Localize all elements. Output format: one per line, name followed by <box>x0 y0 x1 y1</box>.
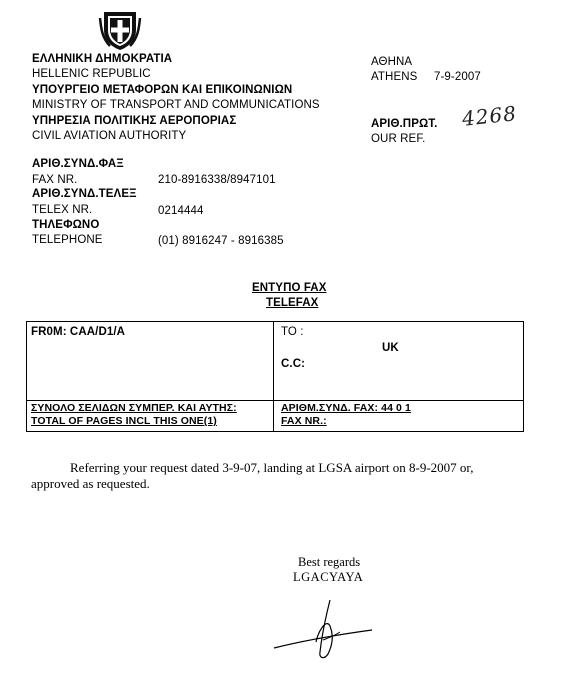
fax-greek-label: ΑΡΙΘ.ΣΥΝΔ.ΦΑΞ <box>32 158 124 170</box>
to-label: TO : <box>281 326 304 338</box>
greek-ref-label: ΑΡΙΘ.ΠΡΩΤ. <box>371 118 438 130</box>
english-authority-name: CIVIL AVIATION AUTHORITY <box>32 130 187 142</box>
greek-ministry-name: ΥΠΟΥΡΓΕΙΟ ΜΕΤΑΦΟΡΩΝ ΚΑΙ ΕΠΙΚΟΙΝΩΝΙΩΝ <box>32 84 293 96</box>
english-state-name: HELLENIC REPUBLIC <box>32 68 151 80</box>
closing-regards: Best regards <box>298 555 361 569</box>
phone-label: TELEPHONE <box>32 234 103 246</box>
telex-number: 0214444 <box>158 205 204 217</box>
total-pages-greek: ΣΥΝΟΛΟ ΣΕΛΙΔΩΝ ΣΥΜΠΕΡ. ΚΑΙ ΑΥΤΗΣ: <box>31 402 237 414</box>
telex-greek-label: ΑΡΙΘ.ΣΥΝΔ.ΤΕΛΕΞ <box>32 188 137 200</box>
sender-code: LGACYAYA <box>293 570 364 584</box>
greek-authority-name: ΥΠΗΡΕΣΙΑ ΠΟΛΙΤΙΚΗΣ ΑΕΡΟΠΟΡΙΑΣ <box>32 115 237 127</box>
body-line-1: Referring your request dated 3-9-07, landing at LGSA airport on 8-9-2007 or, <box>70 460 474 475</box>
telex-label: TELEX NR. <box>32 204 93 216</box>
total-pages-english: TOTAL OF PAGES INCL THIS ONE(1) <box>31 415 217 427</box>
fax-label: FAX NR. <box>32 174 78 186</box>
document-date: 7-9-2007 <box>434 71 481 83</box>
english-city: ATHENS <box>371 71 418 83</box>
phone-greek-label: ΤΗΛΕΦΩΝΟ <box>32 219 100 231</box>
cc-label: C.C: <box>281 358 306 370</box>
coat-of-arms-icon <box>98 8 142 52</box>
fax-nr-english: FAX NR.: <box>281 415 327 427</box>
fax-nr-greek: ΑΡΙΘΜ.ΣΥΝΔ. FAX: 44 0 1 <box>281 402 411 414</box>
signature <box>268 596 378 666</box>
english-ref-label: OUR REF. <box>371 133 426 145</box>
table-row-divider <box>26 400 523 401</box>
greek-city: ΑΘΗΝΑ <box>371 56 413 68</box>
to-value: UK <box>382 342 399 354</box>
form-title-english: TELEFAX <box>266 297 319 309</box>
table-column-divider <box>273 321 274 431</box>
body-line-2: approved as requested. <box>31 476 150 491</box>
phone-number: (01) 8916247 - 8916385 <box>158 235 284 247</box>
greek-state-name: ΕΛΛΗΝΙΚΗ ΔΗΜΟΚΡΑΤΙΑ <box>32 53 173 65</box>
fax-number: 210-8916338/8947101 <box>158 174 276 186</box>
from-field: FR0M: CAA/D1/A <box>31 326 126 338</box>
handwritten-ref-number: 4268 <box>460 101 519 131</box>
english-ministry-name: MINISTRY OF TRANSPORT AND COMMUNICATIONS <box>32 99 320 111</box>
form-title-greek: ΕΝΤΥΠΟ FAX <box>252 282 327 294</box>
